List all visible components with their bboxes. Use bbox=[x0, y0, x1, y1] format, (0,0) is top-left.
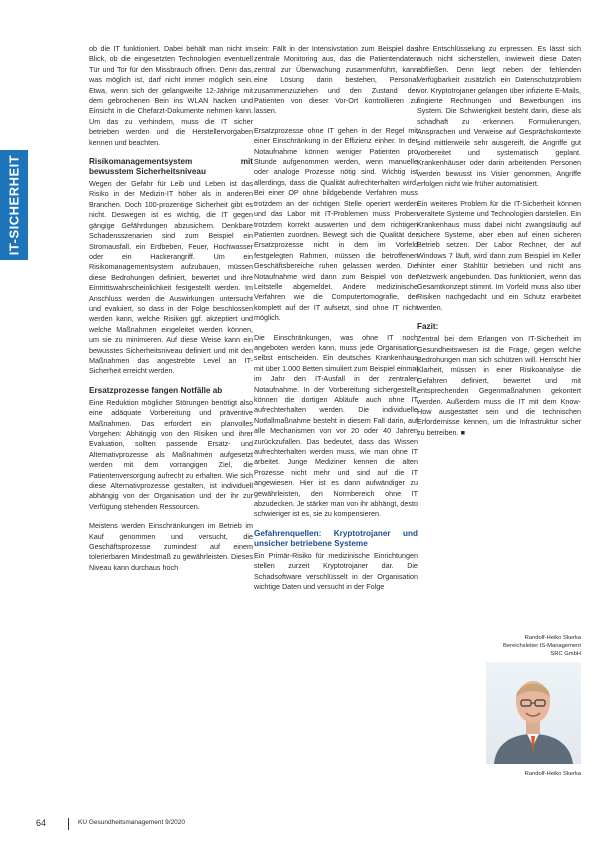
author-company: SRC GmbH bbox=[550, 651, 581, 657]
subheading: Fazit: bbox=[417, 322, 439, 332]
article-column-3 bbox=[417, 44, 581, 447]
author-info bbox=[417, 634, 581, 658]
journal-name: KU Gesundheitsmanagement 9/2020 bbox=[78, 819, 185, 826]
paragraph: ob die IT funktioniert. Dabei behält man nicht im Blick, ob die eingesetzten Technologien eventuell Tür und Tor für den Missbrauch öffnen. Denn das, was möglich ist, darf nicht immer möglich sein. Etwa, wenn sich der gelangweilte 12-Jährige mit dem gebrochenen Bein ins WLAN hacken und Einsicht in die Chefarzt-Dokumente nehmen kann. Um das zu verhindern, muss die IT sicher betrieben werden und die Herstellervorgaben kennen und beachten. bbox=[89, 44, 253, 147]
page-footer bbox=[36, 818, 596, 832]
article-column-2 bbox=[254, 44, 418, 602]
paragraph: ihre Entschlüsselung zu erpressen. Es lässt sich auch nicht sicherstellen, inwieweit diese Daten abfließen. Denn liegt neben der fehlenden Verfügbarkeit zusätzlich ein Datenschutzproblem vor. Kryptotrojaner gelangen über infizierte E-Mails, fingierte Rechnungen und Bewerbungen ins System. Die Schwierigkeit besteht darin, diese als schadhaft zu erkennen. Formulierungen, Ansprachen und Verweise auf Gesprächskontexte sind mittlerweile sehr ausgereift, die Angriffe gut vorbereitet und systematisch geplant. Krankenhäuser oder darin arbeitenden Personen werden bewusst ins Visier genommen, Angriffe erfolgen nicht wie früher automatisiert. bbox=[417, 44, 581, 189]
paragraph: Ein weiteres Problem für die IT-Sicherheit können veraltete Systeme und Technologien darstellen. Ein Krankenhaus muss dabei nicht zwangsläufig auf sichere Systeme, aber eben auf einen sicheren Betrieb setzen. Der Labor Rechner, der auf Windows 7 läuft, wird dann zum Beispiel im Keller hinter einer Stahltür betrieben und nicht ans Netzwerk angebunden. Das funktioniert, wenn das Gesamtkonzept stimmt. Im Vorfeld muss also über Risiken nachgedacht und ein Schutz erarbeitet werden. bbox=[417, 198, 581, 312]
paragraph: Wegen der Gefahr für Leib und Leben ist das Risiko in der Medizin-IT höher als in anderen Branchen. Doch 100-prozentige Sicherheit gibt es nicht. Deswegen ist es wichtig, die IT gegen gängige Gefährdungen abzusichern. Denkbare Schadensszenarien sind zum Beispiel ein Stromausfall, ein Erdbeben, Feuer, Hochwasser oder ein Hackerangriff. Um ein Risikomanagementsystem aufzubauen, müssen diese Bedrohungen definiert, bewertet und ihre Eintrittswahrscheinlichkeit festgestellt werden. Im Anschluss werden die Auswirkungen untersucht und evaluiert, so dass in der Folge beschlossen werden kann, welche Risiken ggf. akzeptiert und welche Maßnahmen eingeleitet werden können, um sie zu minimieren. Auf diese Weise kann ein bewusstes Sicherheitsniveau definiert und mit den Maßnahmen das angestrebte Level an IT-Sicherheit erreicht werden. bbox=[89, 179, 253, 376]
subheading: Ersatzprozesse fangen Notfälle ab bbox=[89, 385, 223, 395]
paragraph: Ein Primär-Risiko für medizinische Einrichtungen stellen zurzeit Kryptotrojaner dar. Die Schadsoftware verschlüsselt in der Organisation wichtige Daten und versucht in der Folge bbox=[254, 550, 418, 592]
conclusion-text: Zentral bei dem Erlangen von IT-Sicherheit im Gesundheitswesen ist die Frage, gegen welche Bedrohungen man sich schützen will. Herrscht hier Klarheit, müssen in einer Risikoanalyse die Gefahren definiert, bewertet und mit entsprechenden Gegenmaßnahmen gekontert werden. Außerdem muss die IT mit dem Know-How ausgestattet sein und die technischen Erfordernisse kennen, um die Infrastruktur sicher zu betreiben. bbox=[417, 334, 581, 437]
paragraph: sein: Fällt in der Intensivstation zum Beispiel das zentrale Monitoring aus, das die Patientendaten zentral zur Überwachung zusammenführt, kann eine Lösung darin bestehen, Personal zusammenzuziehen und den Zustand der Patienten von dieser Vor-Ort kontrollieren zu lassen. bbox=[254, 44, 418, 116]
paragraph: Eine Reduktion möglicher Störungen benötigt also eine adäquate Vorbereitung und präventive Maßnahmen. Das erfordert ein planvolles Vorgehen: Abhängig von den Risiken und ihrer Evaluation, sollten passende Ersatz- und Alternativprozesse als Maßnahmen aufgesetzt werden mit dem vorrangigen Ziel, die Patientenversorgung aufrecht zu erhalten. Wie sich diese Alternativprozesse gestalten, ist individuell abhängig von der Organisation und der ihr zur Verfügung stehenden Ressourcen. bbox=[89, 397, 253, 511]
paragraph bbox=[417, 334, 581, 438]
author-role: Bereichsleiter IS-Management bbox=[503, 643, 581, 649]
section-tab bbox=[0, 150, 28, 260]
subheading: Gefahrenquellen: Kryptotrojaner und unsicher betriebene Systeme bbox=[254, 528, 418, 548]
person-portrait-icon bbox=[486, 662, 581, 764]
article-column-1 bbox=[89, 44, 253, 582]
subheading: Risikomanagementsystem mit bewusstem Sicherheitsniveau bbox=[89, 157, 253, 177]
paragraph: Meistens werden Einschränkungen im Betrieb im Kauf genommen und versucht, die Geschäftsprozesse zumindest auf einem tolerierbaren Mindestmaß zu gewährleisten. Dieses Niveau kann durchaus hoch bbox=[89, 521, 253, 572]
end-mark: ■ bbox=[460, 427, 465, 437]
author-name: Randolf-Heiko Skerka bbox=[524, 635, 581, 641]
paragraph: Die Einschränkungen, was ohne IT noch angeboten werden kann, muss jede Organisation selbst entscheiden. Ein deutsches Krankenhaus mit über 1.000 Betten simuliert zum Beispiel einmal im Jahr den IT-Ausfall in der zentralen Notaufnahme. In der Vorbereitung sichergestellt, können die dortigen Abläufe auch ohne IT aufrechterhalten werden. Die individuelle Notfallmaßnahme besteht in diesem Fall darin, auf alle Mechanismen von vor 20 oder 40 Jahren zurückzufallen. Das bedeutet, dass das Wissen aufrechterhalten werden muss, wie man ohne IT arbeitet. Junge Mediziner kennen die alten Prozesse nicht mehr und sind auf die IT angewiesen. Hier ist es dann aufwändiger zu gewährleisten, den Normbereich ohne IT abzudecken. Je stärker man von ihr abhängt, desto schwieriger ist es, sie zu kompensieren. bbox=[254, 332, 418, 519]
photo-caption: Randolf-Heiko Skerka bbox=[524, 771, 581, 777]
footer-divider bbox=[68, 818, 69, 830]
author-photo bbox=[486, 662, 581, 764]
page-number: 64 bbox=[36, 818, 47, 828]
section-tab-label: IT-SICHERHEIT bbox=[6, 154, 22, 256]
paragraph: Ersatzprozesse ohne IT gehen in der Regel mit einer Einschränkung in der Effizienz einher. In der Notaufnahme können weniger Patienten pro Stunde aufgenommen werden, wenn manuelle oder analoge Prozesse nötig sind. Wichtig ist allerdings, dass die Qualität aufrechterhalten wird. Bei einer OP ohne bildgebende Verfahren muss trotzdem an der richtigen Stelle operiert werden und das Labor mit IT-Problemen muss Proben trotzdem korrekt auswerten und dem richtigen Patienten zuordnen. Bewegt sich die Qualität der Ersatzprozesse nicht in dem im Vorfeld festgelegten Rahmen, müssen die betroffenen Geschäftsbereiche ruhen gelassen werden. Die Notaufnahme wird dann zum Beispiel von der Leitstelle abgemeldet. Andere medizinische Verfahren wie die Computertomografie, der komplett auf der IT aufsetzt, sind ohne IT nicht möglich. bbox=[254, 125, 418, 323]
